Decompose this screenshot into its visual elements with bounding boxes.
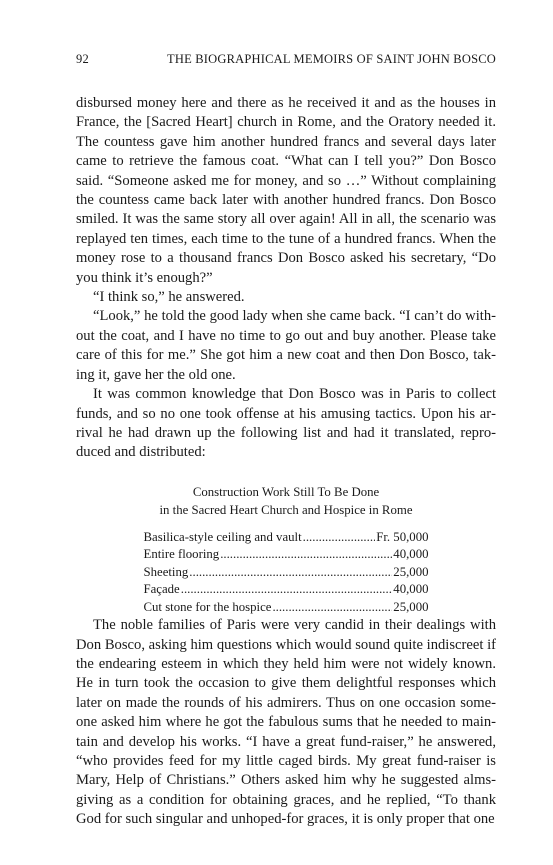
list-title-line-2: in the Sacred Heart Church and Hospice in Rome [159,502,413,517]
leader-dots [303,529,376,547]
list-item [144,564,429,582]
paragraph-noble-families: The noble families of Paris were very candid in their dealings with Don Bosco, asking him questions which would sound quite indiscreet if the endearing esteem in which they held him were not widely known. He in turn took the occasion to give them delightful responses which later on made the rounds of his admirers. Thus on one occasion someone asked him where he got the fabulous sums that he needed to maintain and develop his works. “I have a great fund-raiser,” he answered, “who provides feed for my little caged birds. My great fund-raiser is Mary, Help of Christians.” Others asked him why he suggested almsgiving as a condition for obtaining graces, and he replied, “To thank God for such singular and unhoped-for graces, it is only proper that one [76,617,496,828]
list-item-amount: 25,000 [393,599,429,614]
list-item [144,599,429,617]
list-item [144,546,429,564]
list-item-amount: Fr. 50,000 [376,529,429,544]
book-page [76,52,496,830]
paragraph-paris: It was common knowledge that Don Bosco was in Paris to collect funds, and so no one took offense at his amusing tactics. Upon his arrival he had drawn up the following list and had it translated, reproduced and distributed: [76,386,496,461]
paragraph-reply: “I think so,” he answered. [93,289,245,306]
leader-dots [189,564,392,582]
list-item-amount: 25,000 [393,564,429,579]
list-item-amount: 40,000 [393,547,429,562]
paragraph-coat: “Look,” he told the good lady when she came back. “I can’t do without the coat, and I have no time to go out and buy another. Please take care of this for me.” She got him a new coat and then Don Bosco, taking it, gave her the old one. [76,308,496,383]
leader-dots [181,581,393,599]
leader-dots [220,546,392,564]
list-item-label: Cut stone for the hospice [143,599,272,614]
running-head: THE BIOGRAPHICAL MEMOIRS OF SAINT JOHN BOSCO [167,52,496,66]
list-item-label: Basilica-style ceiling and vault [143,529,302,544]
body-text [76,94,496,830]
list-item [144,581,429,599]
list-item [144,529,429,547]
list-item-label: Façade [143,582,180,597]
paragraph-continuation: disbursed money here and there as he received it and as the houses in France, the [Sacred Heart] church in Rome, and the Oratory needed it. The countess gave him another hundred francs and several days later came to retrieve the famous coat. “What can I tell you?” Don Bosco said. “Someone asked me for money, and so …” Without complaining the countess came back later with another hundred francs. Don Bosco smiled. It was the same story all over again! All in all, the scenario was replayed ten times, each time to the tune of a hundred francs. When the money rose to a thousand francs Don Bosco asked his secretary, “Do you think it’s enough?” [76,95,496,286]
list-item-label: Sheeting [143,564,189,579]
page-header [76,52,496,72]
list-item-amount: 40,000 [393,582,429,597]
list-title-line-1: Construction Work Still To Be Done [192,484,380,499]
list-item-label: Entire flooring [143,547,220,562]
leader-dots [272,599,392,617]
list-rows [144,529,429,617]
list-title [76,483,496,519]
construction-list [76,483,496,617]
page-number: 92 [76,52,89,66]
